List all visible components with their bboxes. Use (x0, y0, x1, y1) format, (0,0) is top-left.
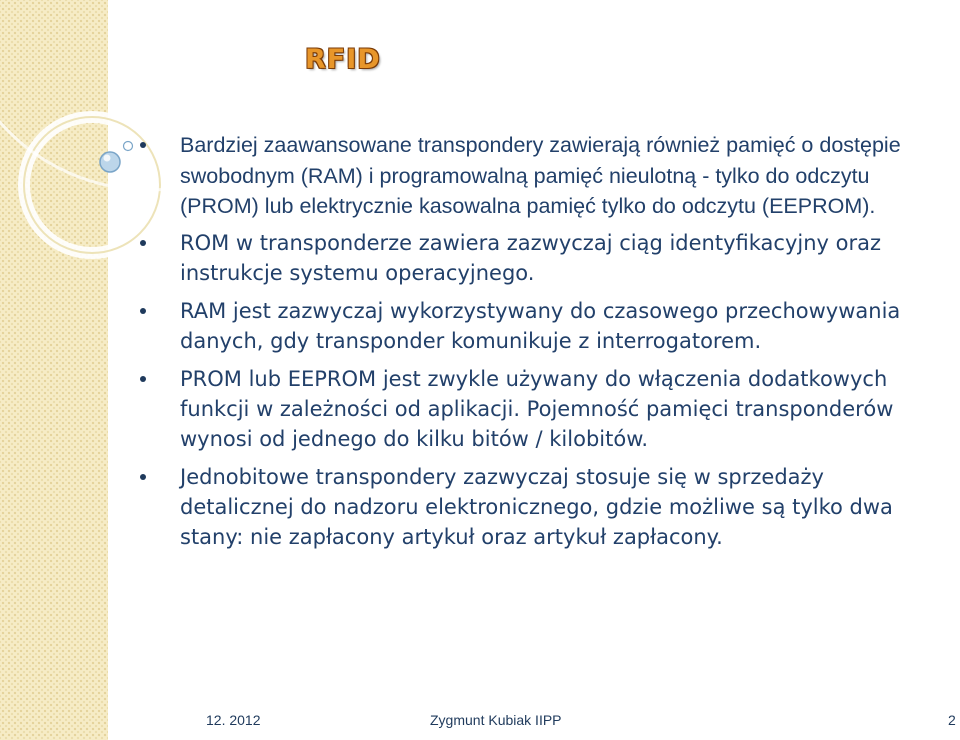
bullet-dot-icon (140, 474, 146, 480)
bullet-item (140, 130, 940, 222)
footer-page-number: 2 (948, 712, 956, 728)
bullet-text: Jednobitowe transpondery zazwyczaj stosuje się w sprzedaży detalicznej do nadzoru elektronicznego, gdzie możliwe są tylko dwa stany: nie zapłacony artykuł oraz artykuł zapłacony. (180, 464, 893, 549)
bullet-item (140, 296, 940, 356)
slide-footer (0, 710, 960, 732)
bullet-dot-icon (140, 240, 146, 246)
footer-date: 12. 2012 (206, 712, 261, 728)
bullet-item (140, 462, 940, 552)
small-ring-icon (124, 142, 133, 151)
bullet-text: ROM w transponderze zawiera zazwyczaj ciąg identyfikacyjny oraz instrukcje systemu operacyjnego. (180, 230, 881, 285)
slide-title: RFID (305, 44, 381, 75)
bullet-dot-icon (140, 308, 146, 314)
bullet-item (140, 228, 940, 288)
bullet-dot-icon (140, 376, 146, 382)
bullet-text: RAM jest zazwyczaj wykorzystywany do czasowego przechowywania danych, gdy transponder komunikuje z interrogatorem. (180, 298, 901, 353)
bullet-text: PROM lub EEPROM jest zwykle używany do włączenia dodatkowych funkcji w zależności od aplikacji. Pojemność pamięci transponderów wynosi od jednego do kilku bitów / kilobitów. (180, 366, 894, 451)
bullet-list (140, 130, 940, 552)
blue-orb-icon (100, 152, 120, 172)
bullet-item (140, 364, 940, 454)
bullet-text: Bardziej zaawansowane transpondery zawierają również pamięć o dostępie swobodnym (RAM) i programowalną pamięć nieulotną - tylko do odczytu (PROM) lub elektrycznie kasowalna pamięć tylko do odczytu (EEPROM). (180, 133, 901, 218)
bullet-dot-icon (140, 142, 146, 148)
footer-author: Zygmunt Kubiak IIPP (430, 712, 562, 728)
